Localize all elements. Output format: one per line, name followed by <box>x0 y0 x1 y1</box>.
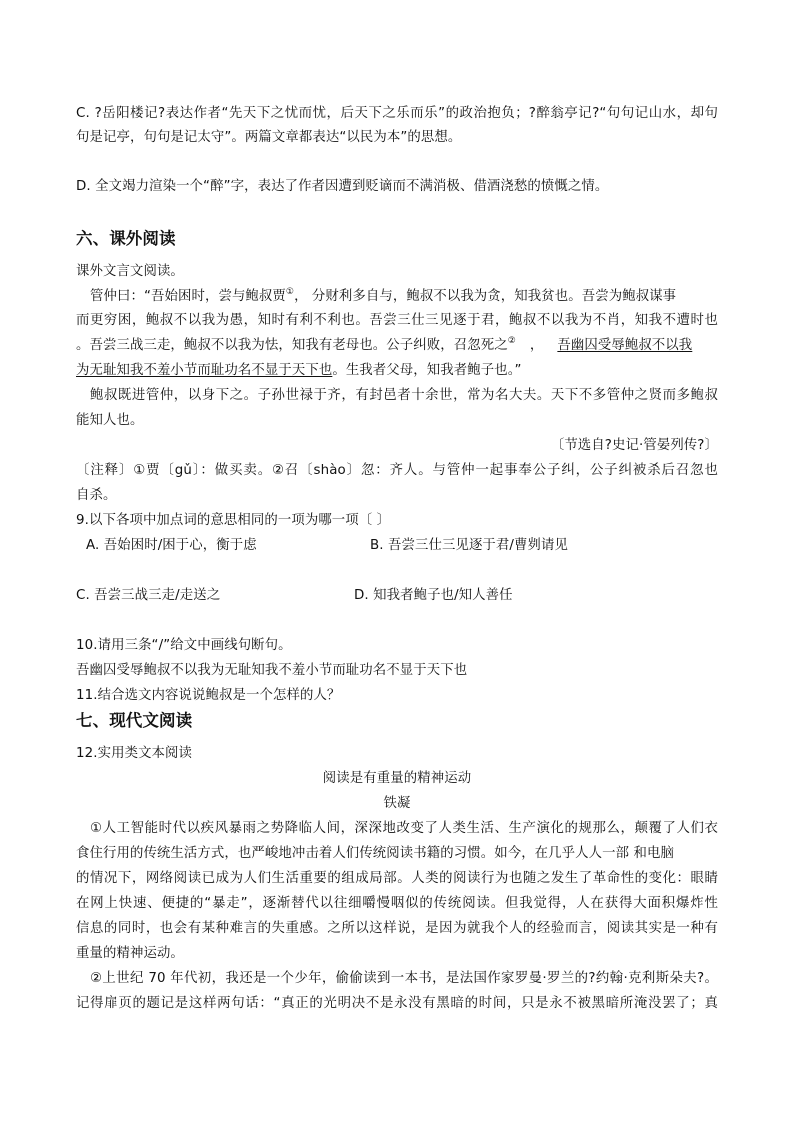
passage-line-6: 能知人也。 <box>76 413 144 428</box>
passage-line-5: 鲍叔既进管仲，以身下之。子孙世禄于齐，有封邑者十余世，常为名大夫。天下不多管仲之贤而多鲍叔 <box>90 388 718 403</box>
question-10-stem: 10.请用三条“/”给文中画线句断句。 <box>76 638 292 653</box>
article-p2-line-2: 记得扉页的题记是这样两句话：“真正的光明决不是永没有黑暗的时间，只是永不被黑暗所淹没罢了；真 <box>76 996 718 1011</box>
article-p1-line-5: 信息的同时，也会有某种难言的失重感。之所以这样说，是因为就我个人的经验而言，阅读其实是一种有 <box>76 921 718 936</box>
passage-line-4 <box>76 361 522 381</box>
article-p1-line-6: 重量的精神运动。 <box>76 946 184 961</box>
question-10-sentence: 吾幽囚受辱鲍叔不以我为无耻知我不羞小节而耻功名不显于天下也 <box>76 663 468 678</box>
question-9-option-a: A. 吾始困时/困于心，衡于虑 <box>86 538 257 553</box>
question-9-option-c: C. 吾尝三战三走/走送之 <box>76 588 221 603</box>
underlined-sentence-part-1: 吾幽囚受辱鲍叔不以我 <box>557 338 693 353</box>
option-c-line-2: 句是记亭，句句是记太守”。两篇文章都表达“以民为本”的思想。 <box>76 130 462 145</box>
article-p2-line-1: ②上世纪 70 年代初，我还是一个少年，偷偷读到一本书，是法国作家罗曼·罗兰的?约翰·克利斯朵夫?。 <box>90 971 718 986</box>
question-9-stem: 9.以下各项中加点词的意思相同的一项为哪一项〔 〕 <box>76 513 391 528</box>
passage-line-1 <box>90 287 676 307</box>
annotation-line-1: 〔注释〕①贾〔gǔ〕：做买卖。②召〔shào〕忽：齐人。与管仲一起事奉公子纠，公子纠被杀后召忽也 <box>76 463 718 478</box>
article-p1-line-1: ①人工智能时代以疾风暴雨之势降临人间，深深地改变了人类生活、生产演化的规那么，颠覆了人们衣 <box>90 821 718 836</box>
option-d-line: D. 全文竭力渲染一个“醉”字，表达了作者因遭到贬谪而不满消极、借酒浇愁的愤慨之情。 <box>76 179 609 194</box>
section6-heading: 六、课外阅读 <box>76 229 176 248</box>
footnote-marker-2: ② <box>507 336 516 346</box>
passage-line-3-a: 。吾尝三战三走，鲍叔不以我为怯，知我有老母也。公子纠败，召忽死之 <box>76 338 508 353</box>
question-9-option-b: B. 吾尝三仕三见逐于君/曹刿请见 <box>370 538 568 553</box>
passage-line-1-b: ， 分财利多自与，鲍叔不以我为贪，知我贫也。吾尝为鲍叔谋事 <box>294 289 677 304</box>
article-author: 铁凝 <box>383 796 411 811</box>
passage-source: 〔节选自?史记·管晏列传?〕 <box>550 438 718 453</box>
question-9-option-d: D. 知我者鲍子也/知人善任 <box>354 588 513 603</box>
passage-line-2: 而更穷困，鲍叔不以我为愚，知时有利不利也。吾尝三仕三见逐于君，鲍叔不以我为不肖，知我不遭时也 <box>76 313 718 328</box>
underlined-sentence-part-2: 为无耻知我不羞小节而耻功名不显于天下也 <box>76 363 333 378</box>
article-p1-line-4: 在网上快速、便捷的“暴走”，逐渐替代以往细嚼慢咽似的传统阅读。但我觉得，人在获得大面积爆炸性 <box>76 896 718 911</box>
passage-line-3-b: ， <box>529 338 544 353</box>
section6-intro: 课外文言文阅读。 <box>76 264 184 279</box>
annotation-line-2: 自杀。 <box>76 488 117 503</box>
passage-line-4-rest: 。生我者父母，知我者鲍子也。” <box>332 363 522 378</box>
section7-heading: 七、现代文阅读 <box>76 711 193 730</box>
passage-line-3 <box>76 336 692 356</box>
footnote-marker-1: ① <box>285 287 295 297</box>
article-p1-line-2: 食住行用的传统生活方式，也严峻地冲击着人们传统阅读书籍的习惯。如今，在几乎人人一部 和电脑 <box>76 846 674 861</box>
question-11-stem: 11.结合选文内容说说鲍叔是一个怎样的人？ <box>76 688 341 703</box>
option-c-line-1: C. ?岳阳楼记?表达作者“先天下之忧而忧，后天下之乐而乐”的政治抱负；?醉翁亭记?“句句记山水，却句 <box>76 106 718 121</box>
question-12-stem: 12.实用类文本阅读 <box>76 746 193 761</box>
article-p1-line-3: 的情况下，网络阅读已成为人们生活重要的组成局部。人类的阅读行为也随之发生了革命性的变化：眼睛 <box>76 871 718 886</box>
passage-line-1-a: 管仲曰：“吾始困时，尝与鲍叔贾 <box>90 289 286 304</box>
article-title: 阅读是有重量的精神运动 <box>322 771 472 786</box>
